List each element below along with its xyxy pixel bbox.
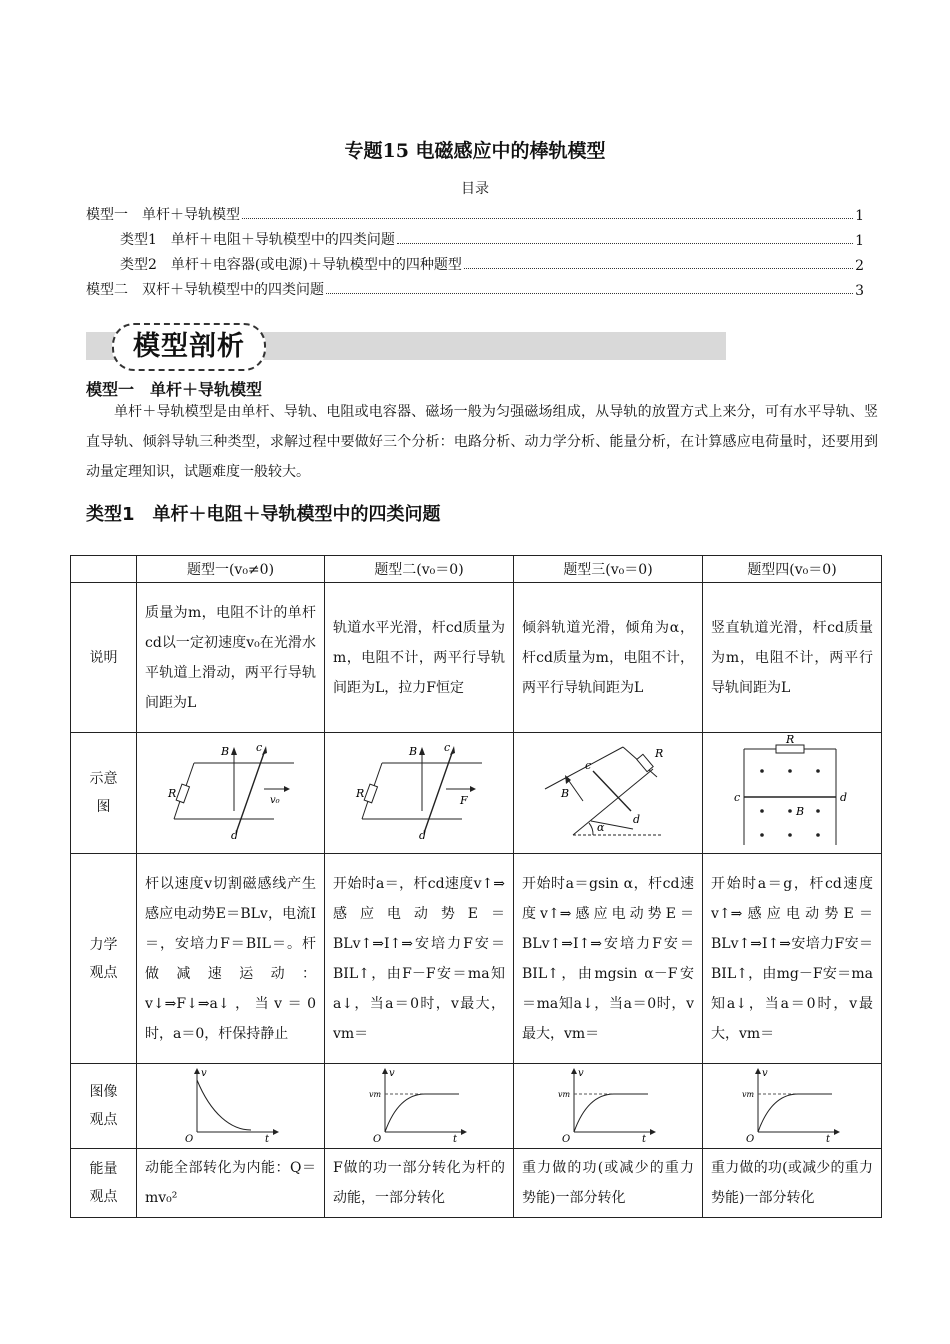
toc-leader [464, 268, 853, 269]
field-label: B [409, 745, 418, 758]
graph-axis-v: v [578, 1068, 584, 1079]
graph-origin: O [184, 1134, 193, 1142]
toc-entry-label: 类型1 单杆＋电阻＋导轨模型中的四类问题 [120, 232, 395, 248]
diagram-horizontal-force [325, 733, 514, 854]
graph-rise [703, 1064, 882, 1149]
table-cell: 杆以速度v切割磁感线产生感应电动势E＝BLv，电流I＝，安培力F＝BIL＝。杆做减速运动：v↓⇒F↓⇒a↓，当v＝0时，a＝0，杆保持静止 [137, 854, 325, 1064]
force-label: F [460, 794, 468, 807]
type-one-heading: 类型1 单杆＋电阻＋导轨模型中的四类问题 [86, 504, 441, 525]
model-comparison-table [70, 555, 882, 1218]
table-header-cell: 题型四(v₀＝0) [703, 556, 882, 583]
graph-axis-t: t [642, 1134, 647, 1142]
rod-end-d-label: d [419, 829, 427, 841]
graph-origin: O [373, 1134, 382, 1142]
diagram-inclined [514, 733, 703, 854]
rod-end-c-label: c [444, 741, 451, 754]
resistor-label: R [356, 787, 365, 800]
toc-entry-label: 模型二 双杆＋导轨模型中的四类问题 [86, 282, 324, 298]
toc-entry-page: 1 [855, 208, 864, 224]
table-row [71, 583, 882, 733]
document-title: 专题15 电磁感应中的棒轨模型 [344, 140, 606, 162]
toc-entry[interactable] [86, 277, 864, 299]
table-cell: 动能全部转化为内能：Q＝mv₀² [137, 1149, 325, 1218]
graph-axis-v: v [200, 1068, 207, 1079]
toc-leader [326, 293, 853, 294]
rod-end-d-label: d [230, 829, 238, 841]
toc-leader [397, 243, 853, 244]
row-label-dynamics: 力学观点 [71, 854, 137, 1064]
graph-axis-v: v [389, 1068, 395, 1079]
resistor-label: R [167, 787, 176, 800]
rod-end-c-label: c [585, 759, 592, 772]
table-row [71, 1064, 882, 1149]
toc-entry[interactable] [120, 227, 864, 249]
toc-entry-page: 1 [855, 233, 864, 249]
toc-entry[interactable] [86, 202, 864, 224]
table-row [71, 1149, 882, 1218]
graph-axis-t: t [826, 1134, 831, 1142]
table-corner-cell [71, 556, 137, 583]
table-cell: 重力做的功(或减少的重力势能)一部分转化 [514, 1149, 703, 1218]
table-header-cell: 题型一(v₀≠0) [137, 556, 325, 583]
field-label: B [796, 805, 805, 818]
field-label: B [220, 745, 229, 758]
toc-entry-page: 2 [855, 258, 864, 274]
graph-axis-t: t [264, 1134, 269, 1142]
diagram-vertical [703, 733, 882, 854]
toc-entry-label: 类型2 单杆＋电容器(或电源)＋导轨模型中的四种题型 [120, 257, 462, 273]
graph-vm-label: vm [369, 1090, 382, 1099]
table-cell: 质量为m，电阻不计的单杆cd以一定初速度v₀在光滑水平轨道上滑动，两平行导轨间距为L [137, 583, 325, 733]
table-cell: 轨道水平光滑，杆cd质量为m，电阻不计，两平行导轨间距为L，拉力F恒定 [325, 583, 514, 733]
toc-leader [242, 218, 853, 219]
rod-end-d-label: d [633, 813, 641, 826]
graph-rise [514, 1064, 703, 1149]
field-label: B [561, 787, 570, 800]
table-header-cell: 题型二(v₀＝0) [325, 556, 514, 583]
table-row [71, 854, 882, 1064]
table-cell: 竖直轨道光滑，杆cd质量为m，电阻不计，两平行导轨间距为L [703, 583, 882, 733]
section-banner-label: 模型剖析 [112, 323, 266, 371]
graph-vm-label: vm [742, 1090, 755, 1099]
row-label-diagram: 示意图 [71, 733, 137, 854]
table-cell: 重力做的功(或减少的重力势能)一部分转化 [703, 1149, 882, 1218]
model-one-heading: 模型一 单杆＋导轨模型 [86, 380, 263, 399]
velocity-label: v₀ [269, 795, 280, 806]
graph-axis-v: v [762, 1068, 768, 1079]
row-label-energy: 能量观点 [71, 1149, 137, 1218]
toc-entry[interactable] [120, 252, 864, 274]
resistor-label: R [786, 735, 795, 746]
graph-decay [137, 1064, 325, 1149]
row-label-description: 说明 [71, 583, 137, 733]
table-cell: F做的功一部分转化为杆的动能，一部分转化 [325, 1149, 514, 1218]
resistor-label: R [655, 747, 664, 760]
table-header-cell: 题型三(v₀＝0) [514, 556, 703, 583]
angle-label: α [597, 821, 605, 834]
rod-end-d-label: d [840, 791, 848, 804]
toc-entry-page: 3 [855, 283, 864, 299]
graph-origin: O [746, 1134, 755, 1142]
toc-entry-label: 模型一 单杆＋导轨模型 [86, 207, 240, 223]
graph-axis-t: t [453, 1134, 458, 1142]
rod-end-c-label: c [255, 741, 262, 754]
graph-origin: O [562, 1134, 571, 1142]
graph-vm-label: vm [558, 1090, 571, 1099]
model-one-intro: 单杆＋导轨模型是由单杆、导轨、电阻或电容器、磁场一般为匀强磁场组成，从导轨的放置方式上来分，可有水平导轨、竖直导轨、倾斜导轨三种类型，求解过程中要做好三个分析：电路分析、动力学分析、能量分析，在计算感应电荷量时，还要用到动量定理知识，试题难度一般较大。 [86, 404, 878, 480]
row-label-graph: 图像观点 [71, 1064, 137, 1149]
table-cell: 开始时a＝g，杆cd速度v↑⇒感应电动势E＝BLv↑⇒I↑⇒安培力F安＝BIL↑，由mg－F安＝ma知a↓，当a＝0时，v最大，vm＝ [703, 854, 882, 1064]
rod-end-c-label: c [734, 791, 741, 804]
table-header-row [71, 556, 882, 583]
toc-heading: 目录 [461, 181, 489, 197]
table-cell: 开始时a＝，杆cd速度v↑⇒感应电动势E＝BLv↑⇒I↑⇒安培力F安＝BIL↑，由F－F安＝ma知a↓，当a＝0时，v最大，vm＝ [325, 854, 514, 1064]
table-cell: 倾斜轨道光滑，倾角为α，杆cd质量为m，电阻不计，两平行导轨间距为L [514, 583, 703, 733]
graph-rise [325, 1064, 514, 1149]
table-cell: 开始时a＝gsin α，杆cd速度v↑⇒感应电动势E＝BLv↑⇒I↑⇒安培力F安＝BIL↑，由mgsin α－F安＝ma知a↓，当a＝0时，v最大，vm＝ [514, 854, 703, 1064]
diagram-horizontal-v0 [137, 733, 325, 854]
table-row [71, 733, 882, 854]
